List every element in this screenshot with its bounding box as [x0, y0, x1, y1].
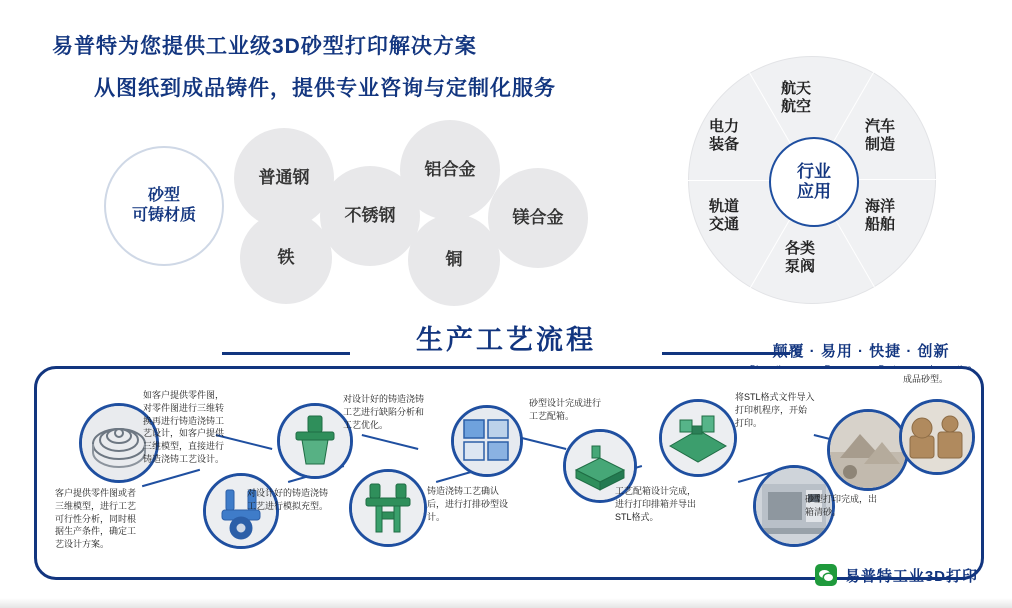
- process-step-caption-6: 砂型设计完成进行工艺配箱。: [529, 398, 602, 421]
- material-label: 铝合金: [424, 160, 476, 180]
- wheel-sector-line-2: 船舶: [864, 215, 895, 233]
- process-step-caption-3: 对设计好的铸造浇铸工艺进行模拟充型。: [247, 488, 329, 511]
- process-step-caption-8: 将STL格式文件导入打印机程序，开始打印。: [735, 392, 815, 428]
- bottom-shadow: [0, 598, 1012, 608]
- process-step-caption-9: 砂型打印完成，出箱清砂。: [805, 494, 878, 517]
- slogan-chinese: 颠覆 · 易用 · 快捷 · 创新: [772, 343, 950, 360]
- material-label: 铁: [277, 248, 295, 268]
- wheel-sector-line-1: 电力: [708, 118, 739, 135]
- wheel-sector-aerospace: [768, 80, 824, 115]
- materials-hub-line-2: 可铸材质: [131, 207, 196, 224]
- wheel-sector-line-2: 航空: [780, 97, 811, 115]
- wheel-sector-line-1: 汽车: [864, 118, 895, 135]
- process-node-3: [277, 403, 353, 479]
- materials-hub-line-1: 砂型: [147, 187, 180, 204]
- material-label: 普通钢: [258, 168, 310, 188]
- wheel-hub-line-2: 应用: [797, 182, 831, 201]
- wheel-sector-line-2: 制造: [864, 135, 895, 153]
- finished-sand-mold-photo: [902, 402, 972, 472]
- wheel-sector-line-2: 泵阀: [784, 257, 815, 275]
- wheel-sector-rail-transit: [696, 198, 752, 233]
- material-label: 铜: [445, 250, 463, 270]
- wheel-sector-pumps-valves: [772, 240, 828, 275]
- process-node-9: [827, 409, 909, 491]
- wheel-hub: [769, 137, 859, 227]
- materials-hub: [104, 146, 224, 266]
- process-step-caption-4: 对设计好的铸造浇铸工艺进行缺陷分析和工艺优化。: [343, 394, 425, 430]
- wheel-sector-power-equipment: [696, 118, 752, 153]
- headline-line-2: 从图纸到成品铸件，提供专业咨询与定制化服务: [94, 77, 556, 100]
- footer-brand: [815, 564, 978, 586]
- material-bubble-buxiugang: [320, 166, 420, 266]
- sand-cleaning-photo: [830, 412, 906, 488]
- process-step-caption-2: 如客户提供零件图，对零件图进行三维转换再进行铸造浇铸工艺设计，如客户提供三维模型，直接进行铸造浇铸工艺设计。: [143, 390, 225, 464]
- wheel-sector-line-1: 轨道: [708, 198, 739, 215]
- mold-simulation-icon: [280, 406, 350, 476]
- brand-name: 易普特工业3D打印: [844, 567, 978, 585]
- headline: [52, 30, 672, 102]
- sand-mold-design-icon: [454, 408, 520, 474]
- wheel-sector-line-2: 装备: [708, 135, 739, 153]
- wheel-sector-automotive: [852, 118, 908, 153]
- process-node-7: [659, 399, 737, 477]
- material-bubble-tie: [240, 212, 332, 304]
- process-step-caption-5: 铸造浇铸工艺确认后，进行打排砂型设计。: [427, 486, 509, 522]
- material-label: 不锈钢: [344, 206, 396, 226]
- process-node-4: [349, 469, 427, 547]
- wheel-sector-line-1: 海洋: [864, 198, 895, 215]
- material-bubble-meihejin: [488, 168, 588, 268]
- wheel-sector-marine: [852, 198, 908, 233]
- wheel-sector-line-1: 航天: [780, 80, 811, 97]
- process-title: 生产工艺流程: [416, 325, 596, 355]
- headline-line-1: 易普特为您提供工业级3D砂型打印解决方案: [52, 35, 477, 58]
- defect-analysis-icon: [352, 472, 424, 544]
- wheel-sector-line-1: 各类: [784, 240, 815, 257]
- process-step-caption-1: 客户提供零件图或者三维模型，进行工艺可行性分析，同时根据生产条件，确定工艺设计方案。: [55, 488, 137, 550]
- material-bubble-tong: [408, 214, 500, 306]
- wheel-sector-line-2: 交通: [708, 215, 739, 233]
- industry-application-wheel: [688, 56, 936, 304]
- process-step-caption-7: 工艺配箱设计完成，进行打印排箱并导出STL格式。: [615, 486, 697, 522]
- process-flow-panel: [34, 366, 984, 580]
- wechat-icon: [815, 564, 837, 586]
- title-rule-left: [222, 352, 350, 355]
- process-node-10: [899, 399, 975, 475]
- print-nesting-icon: [662, 402, 734, 474]
- flow-connector: [362, 434, 419, 450]
- wheel-hub-line-1: 行业: [797, 161, 831, 181]
- process-step-caption-10: 成品砂型。: [903, 374, 949, 384]
- material-label: 镁合金: [512, 208, 564, 228]
- process-node-5: [451, 405, 523, 477]
